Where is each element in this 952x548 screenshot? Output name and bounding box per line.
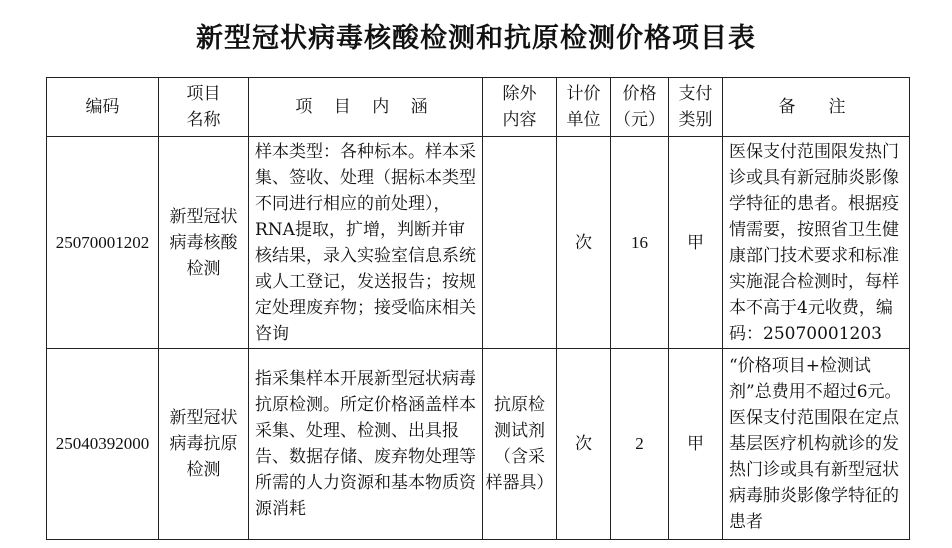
- header-content: 项 目 内 涵: [249, 78, 483, 137]
- table-row: [47, 137, 910, 349]
- cell-excluded: 抗原检 测试剂 （含采 样器具）: [483, 349, 557, 540]
- cell-price: 2: [611, 349, 669, 540]
- cell-name: 新型冠状 病毒抗原 检测: [159, 349, 249, 540]
- header-remarks: 备 注: [723, 78, 910, 137]
- cell-unit: 次: [557, 137, 611, 349]
- cell-remarks: 医保支付范围限发热门诊或具有新冠肺炎影像学特征的患者。根据疫情需要，按照省卫生健康部门技术要求和标准实施混合检测时，每样本不高于4元收费，编码：25070001203: [723, 137, 910, 349]
- header-unit: 计价 单位: [557, 78, 611, 137]
- cell-name: 新型冠状 病毒核酸 检测: [159, 137, 249, 349]
- header-row: [47, 78, 910, 137]
- page-title: 新型冠状病毒核酸检测和抗原检测价格项目表: [196, 23, 756, 54]
- price-table: [46, 77, 910, 540]
- cell-remarks: “价格项目+检测试剂”总费用不超过6元。医保支付范围限在定点基层医疗机构就诊的发热门诊或具有新型冠状病毒肺炎影像学特征的患者: [723, 349, 910, 540]
- header-excluded: 除外 内容: [483, 78, 557, 137]
- header-name: 项目 名称: [159, 78, 249, 137]
- cell-price: 16: [611, 137, 669, 349]
- cell-code: 25040392000: [47, 349, 159, 540]
- cell-code: 25070001202: [47, 137, 159, 349]
- table-row: [47, 349, 910, 540]
- header-payment: 支付 类别: [669, 78, 723, 137]
- cell-content: 样本类型：各种标本。样本采集、签收、处理（据标本类型不同进行相应的前处理），RNA提取，扩增，判断并审核结果，录入实验室信息系统或人工登记，发送报告；按规定处理废弃物；接受临床相关咨询: [249, 137, 483, 349]
- cell-unit: 次: [557, 349, 611, 540]
- cell-payment: 甲: [669, 349, 723, 540]
- header-price: 价格 （元）: [611, 78, 669, 137]
- header-code: 编码: [47, 78, 159, 137]
- cell-excluded: [483, 137, 557, 349]
- cell-content: 指采集样本开展新型冠状病毒抗原检测。所定价格涵盖样本采集、处理、检测、出具报告、数据存储、废弃物处理等所需的人力资源和基本物质资源消耗: [249, 349, 483, 540]
- cell-payment: 甲: [669, 137, 723, 349]
